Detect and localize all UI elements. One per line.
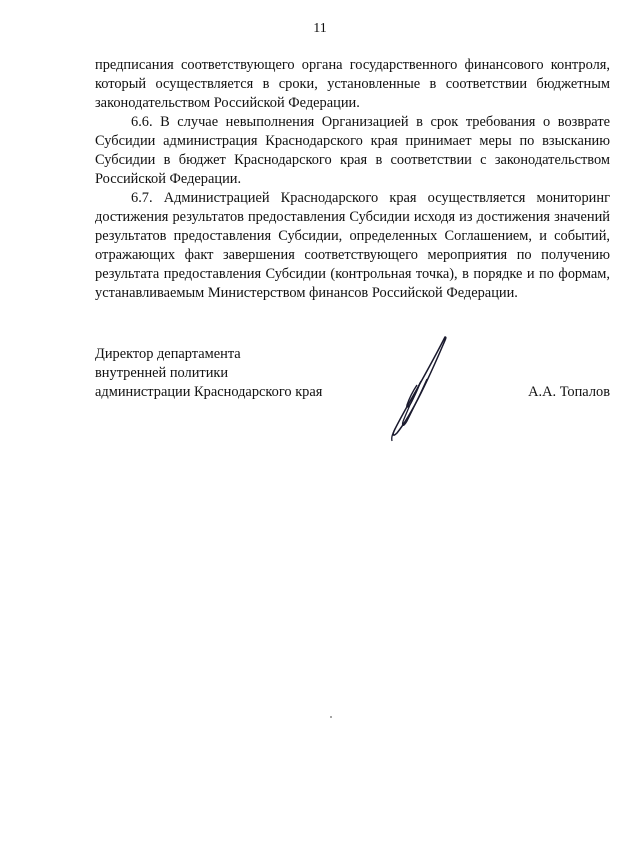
scan-speck xyxy=(330,716,332,718)
paragraph-6-6: 6.6. В случае невыполнения Организацией в срок требования о возврате Субсидии администрация Краснодарского края принимает меры по взысканию Субсидии в бюджет Краснодарского края в соответствии с законодательством Российской Федерации. xyxy=(95,114,610,187)
position-line: администрации Краснодарского края xyxy=(95,384,323,400)
paragraph-6-7: 6.7. Администрацией Краснодарского края осуществляется мониторинг достижения результатов предоставления Субсидии исходя из достижения значений результатов предоставления Субсидии, определенных Соглашением, и событий, отражающих факт завершения соответствующего мероприятия по получению результата предоставления Субсидии (контрольная точка), в порядке и по формам, устанавливаемым Министерством финансов Российской Федерации. xyxy=(95,190,610,301)
signer-position xyxy=(95,345,322,402)
signature-block xyxy=(95,345,610,455)
position-line: Директор департамента xyxy=(95,346,241,362)
page-number: 11 xyxy=(313,21,327,36)
document-body xyxy=(95,56,610,303)
paragraph-continuation: предписания соответствующего органа государственного финансового контроля, который осуществляется в сроки, установленные в соответствии бюджетным законодательством Российской Федерации. xyxy=(95,57,610,111)
handwritten-signature xyxy=(387,333,457,445)
position-line: внутренней политики xyxy=(95,365,229,381)
signer-name: А.А. Топалов xyxy=(528,384,610,400)
